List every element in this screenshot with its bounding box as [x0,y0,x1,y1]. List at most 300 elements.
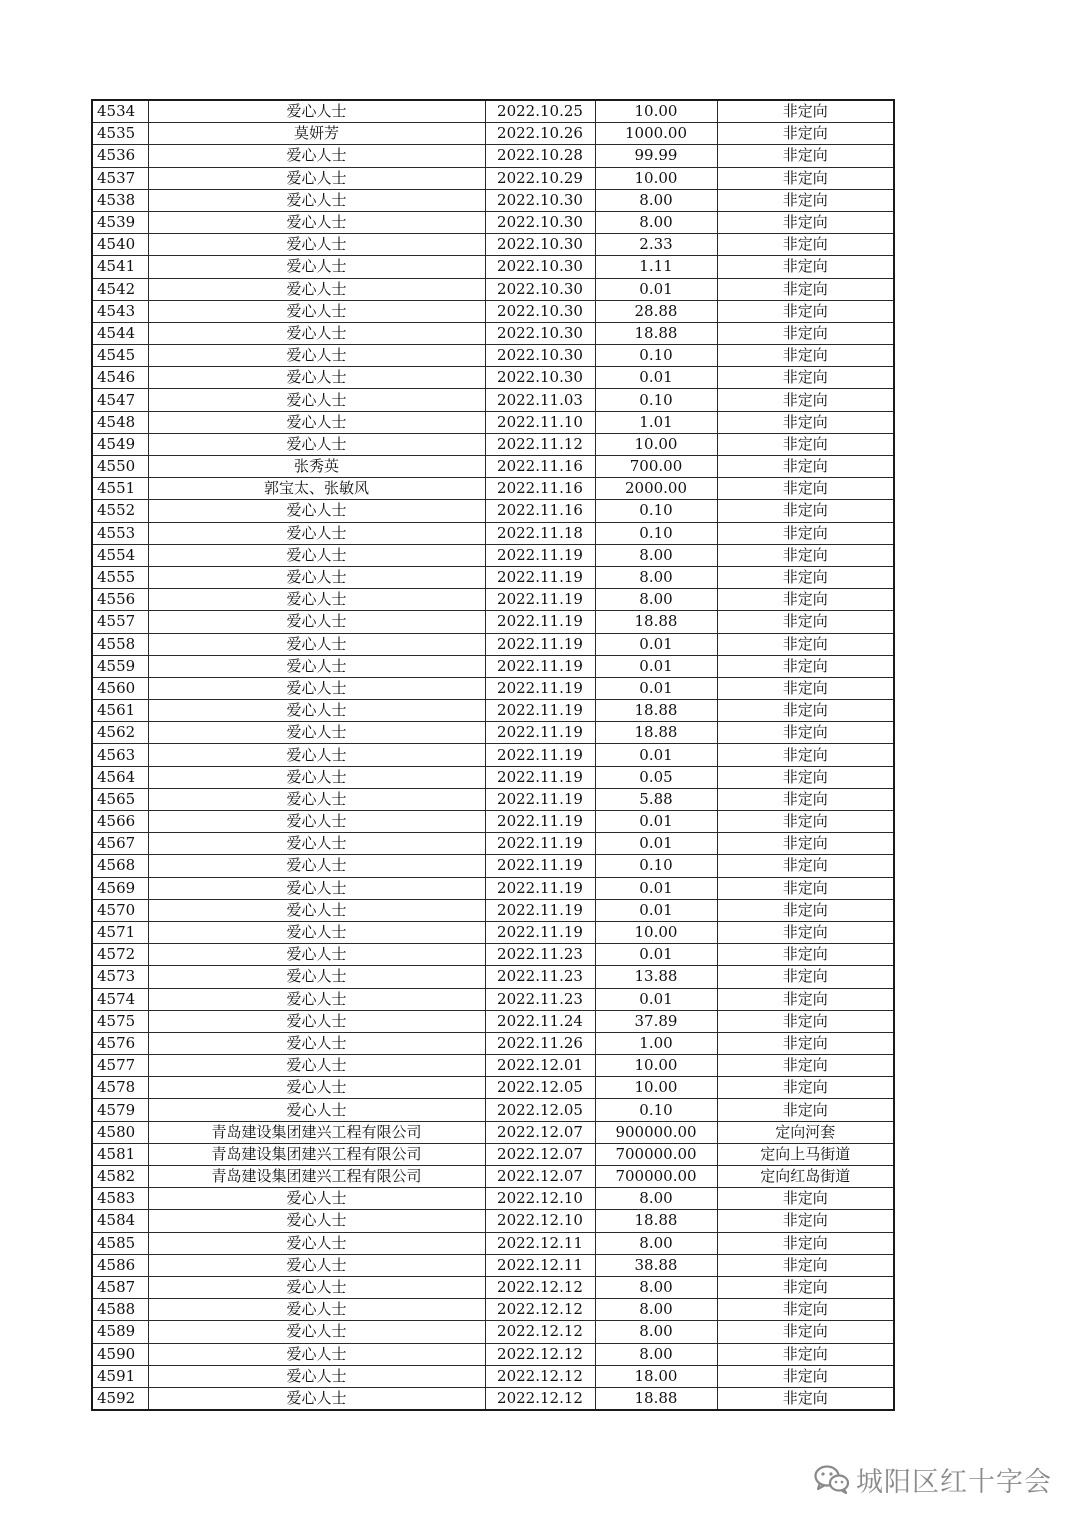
entry-number: 4549 [92,433,148,455]
donation-type: 非定向 [717,123,894,145]
table-row [92,167,894,189]
donation-amount: 18.88 [595,1210,717,1232]
donation-type: 非定向 [717,677,894,699]
table-row [92,611,894,633]
donation-type: 非定向 [717,944,894,966]
donation-type: 非定向 [717,589,894,611]
donation-amount: 18.88 [595,1387,717,1410]
donation-type: 非定向 [717,1387,894,1410]
donation-amount: 0.01 [595,899,717,921]
donation-date: 2022.11.19 [485,544,595,566]
donation-date: 2022.12.10 [485,1210,595,1232]
donation-type: 非定向 [717,389,894,411]
donor-name: 爱心人士 [148,1321,485,1343]
donor-name: 爱心人士 [148,411,485,433]
donor-name: 爱心人士 [148,811,485,833]
table-row [92,189,894,211]
table-row [92,278,894,300]
donor-name: 爱心人士 [148,677,485,699]
donation-amount: 8.00 [595,189,717,211]
donation-amount: 37.89 [595,1010,717,1032]
donor-name: 爱心人士 [148,1276,485,1298]
donation-date: 2022.12.12 [485,1276,595,1298]
donation-type: 定向上马街道 [717,1143,894,1165]
entry-number: 4578 [92,1077,148,1099]
donor-name: 爱心人士 [148,589,485,611]
entry-number: 4545 [92,345,148,367]
donation-date: 2022.12.12 [485,1321,595,1343]
entry-number: 4542 [92,278,148,300]
donation-ledger [91,99,893,1411]
donor-name: 爱心人士 [148,611,485,633]
donor-name: 爱心人士 [148,1299,485,1321]
donation-amount: 5.88 [595,788,717,810]
donor-name: 爱心人士 [148,833,485,855]
donation-date: 2022.11.19 [485,677,595,699]
entry-number: 4543 [92,300,148,322]
entry-number: 4552 [92,500,148,522]
entry-number: 4566 [92,811,148,833]
table-row [92,256,894,278]
table-row [92,345,894,367]
donation-amount: 700000.00 [595,1166,717,1188]
donation-date: 2022.10.29 [485,167,595,189]
table-row [92,700,894,722]
donation-amount: 10.00 [595,100,717,123]
donation-amount: 0.01 [595,811,717,833]
table-row [92,855,894,877]
donation-type: 非定向 [717,322,894,344]
entry-number: 4570 [92,899,148,921]
donation-date: 2022.11.23 [485,966,595,988]
donation-type: 非定向 [717,633,894,655]
donation-amount: 700000.00 [595,1143,717,1165]
donor-name: 爱心人士 [148,744,485,766]
donation-amount: 18.88 [595,722,717,744]
donor-name: 爱心人士 [148,367,485,389]
donation-amount: 18.00 [595,1365,717,1387]
donation-type: 非定向 [717,478,894,500]
donation-date: 2022.12.07 [485,1121,595,1143]
donation-amount: 1.01 [595,411,717,433]
donation-amount: 0.01 [595,367,717,389]
entry-number: 4539 [92,211,148,233]
donor-name: 爱心人士 [148,722,485,744]
table-row [92,1276,894,1298]
donation-amount: 18.88 [595,611,717,633]
entry-number: 4585 [92,1232,148,1254]
entry-number: 4547 [92,389,148,411]
table-row [92,211,894,233]
donation-amount: 99.99 [595,145,717,167]
donation-type: 非定向 [717,1010,894,1032]
entry-number: 4575 [92,1010,148,1032]
entry-number: 4534 [92,100,148,123]
table-row [92,322,894,344]
donation-amount: 10.00 [595,921,717,943]
table-row [92,766,894,788]
donation-amount: 8.00 [595,1188,717,1210]
donor-name: 爱心人士 [148,700,485,722]
table-row [92,966,894,988]
donation-date: 2022.10.30 [485,211,595,233]
table-row [92,833,894,855]
entry-number: 4583 [92,1188,148,1210]
donor-name: 爱心人士 [148,1055,485,1077]
table-row [92,811,894,833]
donor-name: 爱心人士 [148,633,485,655]
donation-amount: 0.10 [595,855,717,877]
donation-type: 非定向 [717,100,894,123]
donation-amount: 8.00 [595,544,717,566]
donation-amount: 0.10 [595,345,717,367]
table-row [92,655,894,677]
table-row [92,944,894,966]
donation-date: 2022.11.16 [485,500,595,522]
donation-amount: 8.00 [595,566,717,588]
donation-date: 2022.10.30 [485,322,595,344]
entry-number: 4554 [92,544,148,566]
entry-number: 4564 [92,766,148,788]
donation-amount: 8.00 [595,1299,717,1321]
donation-amount: 0.01 [595,278,717,300]
donation-date: 2022.11.19 [485,811,595,833]
donation-date: 2022.12.12 [485,1387,595,1410]
donation-date: 2022.12.07 [485,1166,595,1188]
donation-amount: 1.11 [595,256,717,278]
wechat-icon [814,1464,850,1494]
donation-type: 非定向 [717,877,894,899]
donor-name: 爱心人士 [148,389,485,411]
donation-type: 非定向 [717,766,894,788]
donor-name: 爱心人士 [148,1099,485,1121]
table-row [92,1232,894,1254]
donation-date: 2022.12.12 [485,1365,595,1387]
donation-amount: 0.10 [595,1099,717,1121]
donor-name: 爱心人士 [148,1188,485,1210]
donation-date: 2022.11.19 [485,899,595,921]
donation-amount: 0.01 [595,833,717,855]
entry-number: 4580 [92,1121,148,1143]
donation-date: 2022.12.01 [485,1055,595,1077]
donation-type: 非定向 [717,433,894,455]
donation-amount: 0.01 [595,944,717,966]
entry-number: 4567 [92,833,148,855]
table-row [92,1055,894,1077]
donor-name: 爱心人士 [148,300,485,322]
table-row [92,677,894,699]
entry-number: 4590 [92,1343,148,1365]
donation-amount: 0.01 [595,655,717,677]
donation-amount: 18.88 [595,700,717,722]
donation-type: 非定向 [717,544,894,566]
donation-type: 非定向 [717,1099,894,1121]
donation-date: 2022.11.26 [485,1032,595,1054]
entry-number: 4563 [92,744,148,766]
entry-number: 4579 [92,1099,148,1121]
donation-amount: 8.00 [595,589,717,611]
table-row [92,589,894,611]
donor-name: 莫妍芳 [148,123,485,145]
donation-amount: 28.88 [595,300,717,322]
entry-number: 4591 [92,1365,148,1387]
donation-type: 非定向 [717,256,894,278]
donation-date: 2022.10.30 [485,278,595,300]
entry-number: 4546 [92,367,148,389]
donor-name: 爱心人士 [148,256,485,278]
table-row [92,566,894,588]
donation-date: 2022.11.19 [485,700,595,722]
donation-type: 非定向 [717,1276,894,1298]
donation-type: 非定向 [717,611,894,633]
donation-date: 2022.11.19 [485,589,595,611]
donation-type: 非定向 [717,788,894,810]
table-row [92,788,894,810]
donation-type: 非定向 [717,1055,894,1077]
table-row [92,100,894,123]
donation-date: 2022.11.12 [485,433,595,455]
account-watermark [814,1456,1052,1502]
donor-name: 爱心人士 [148,899,485,921]
table-row [92,544,894,566]
entry-number: 4582 [92,1166,148,1188]
table-row [92,1166,894,1188]
donation-type: 非定向 [717,966,894,988]
entry-number: 4556 [92,589,148,611]
entry-number: 4569 [92,877,148,899]
table-row [92,1321,894,1343]
donation-amount: 2000.00 [595,478,717,500]
donor-name: 爱心人士 [148,566,485,588]
donation-amount: 0.10 [595,389,717,411]
donor-name: 爱心人士 [148,966,485,988]
entry-number: 4538 [92,189,148,211]
donation-date: 2022.11.19 [485,855,595,877]
entry-number: 4588 [92,1299,148,1321]
donation-type: 定向河套 [717,1121,894,1143]
donation-type: 非定向 [717,1232,894,1254]
donation-date: 2022.11.03 [485,389,595,411]
entry-number: 4548 [92,411,148,433]
donor-name: 爱心人士 [148,944,485,966]
entry-number: 4573 [92,966,148,988]
donation-date: 2022.11.19 [485,877,595,899]
entry-number: 4589 [92,1321,148,1343]
donation-date: 2022.12.05 [485,1077,595,1099]
donor-name: 爱心人士 [148,433,485,455]
donor-name: 郭宝太、张敏风 [148,478,485,500]
table-row [92,1077,894,1099]
donation-type: 非定向 [717,1254,894,1276]
donation-type: 非定向 [717,1299,894,1321]
donation-type: 非定向 [717,300,894,322]
donation-type: 非定向 [717,899,894,921]
donation-date: 2022.11.19 [485,744,595,766]
donor-name: 爱心人士 [148,1077,485,1099]
donation-type: 非定向 [717,744,894,766]
entry-number: 4574 [92,988,148,1010]
donation-date: 2022.11.19 [485,722,595,744]
donation-date: 2022.12.11 [485,1232,595,1254]
table-row [92,877,894,899]
donation-type: 非定向 [717,167,894,189]
donation-amount: 10.00 [595,433,717,455]
donation-date: 2022.11.18 [485,522,595,544]
entry-number: 4568 [92,855,148,877]
donor-name: 爱心人士 [148,1232,485,1254]
table-row [92,145,894,167]
donation-amount: 0.01 [595,877,717,899]
entry-number: 4557 [92,611,148,633]
donation-amount: 1.00 [595,1032,717,1054]
table-row [92,1010,894,1032]
donor-name: 爱心人士 [148,1254,485,1276]
table-row [92,1032,894,1054]
donation-amount: 0.01 [595,677,717,699]
donation-type: 非定向 [717,1321,894,1343]
donation-date: 2022.10.25 [485,100,595,123]
donation-date: 2022.12.12 [485,1343,595,1365]
table-row [92,1143,894,1165]
entry-number: 4553 [92,522,148,544]
entry-number: 4550 [92,456,148,478]
donation-amount: 13.88 [595,966,717,988]
donor-name: 爱心人士 [148,322,485,344]
donation-amount: 8.00 [595,1343,717,1365]
donor-name: 青岛建设集团建兴工程有限公司 [148,1121,485,1143]
donation-date: 2022.12.11 [485,1254,595,1276]
donation-type: 非定向 [717,1032,894,1054]
entry-number: 4559 [92,655,148,677]
donation-date: 2022.11.19 [485,611,595,633]
donation-type: 非定向 [717,456,894,478]
donation-date: 2022.10.30 [485,189,595,211]
table-row [92,1099,894,1121]
donation-date: 2022.11.19 [485,766,595,788]
donation-date: 2022.10.30 [485,300,595,322]
table-row [92,921,894,943]
table-row [92,411,894,433]
donation-type: 非定向 [717,522,894,544]
donor-name: 爱心人士 [148,655,485,677]
entry-number: 4571 [92,921,148,943]
donation-date: 2022.12.10 [485,1188,595,1210]
entry-number: 4536 [92,145,148,167]
table-row [92,300,894,322]
donation-type: 非定向 [717,189,894,211]
entry-number: 4560 [92,677,148,699]
donor-name: 爱心人士 [148,167,485,189]
donation-amount: 700.00 [595,456,717,478]
donation-type: 非定向 [717,700,894,722]
table-row [92,478,894,500]
donor-name: 爱心人士 [148,921,485,943]
donation-amount: 10.00 [595,1055,717,1077]
entry-number: 4587 [92,1276,148,1298]
donation-table-body [92,100,894,1410]
table-row [92,522,894,544]
donation-type: 非定向 [717,988,894,1010]
donor-name: 爱心人士 [148,766,485,788]
donation-type: 非定向 [717,345,894,367]
donation-type: 非定向 [717,811,894,833]
donor-name: 爱心人士 [148,988,485,1010]
entry-number: 4592 [92,1387,148,1410]
donor-name: 爱心人士 [148,211,485,233]
entry-number: 4558 [92,633,148,655]
donation-amount: 0.01 [595,633,717,655]
donation-date: 2022.11.19 [485,921,595,943]
donation-date: 2022.10.28 [485,145,595,167]
donation-date: 2022.11.19 [485,833,595,855]
donation-date: 2022.10.26 [485,123,595,145]
donation-amount: 0.01 [595,744,717,766]
table-row [92,123,894,145]
donation-type: 非定向 [717,145,894,167]
donation-type: 非定向 [717,1210,894,1232]
donation-amount: 8.00 [595,1232,717,1254]
entry-number: 4584 [92,1210,148,1232]
donor-name: 爱心人士 [148,100,485,123]
donor-name: 爱心人士 [148,145,485,167]
donation-amount: 1000.00 [595,123,717,145]
donation-date: 2022.11.19 [485,633,595,655]
table-row [92,433,894,455]
donation-type: 非定向 [717,278,894,300]
table-row [92,1365,894,1387]
donor-name: 爱心人士 [148,855,485,877]
donation-type: 非定向 [717,833,894,855]
table-row [92,456,894,478]
donation-amount: 0.05 [595,766,717,788]
entry-number: 4581 [92,1143,148,1165]
table-row [92,744,894,766]
donation-amount: 8.00 [595,1276,717,1298]
entry-number: 4565 [92,788,148,810]
table-row [92,1254,894,1276]
donation-amount: 10.00 [595,167,717,189]
entry-number: 4551 [92,478,148,500]
donation-amount: 900000.00 [595,1121,717,1143]
donation-type: 非定向 [717,1188,894,1210]
table-row [92,988,894,1010]
entry-number: 4576 [92,1032,148,1054]
donation-amount: 2.33 [595,234,717,256]
donation-amount: 0.10 [595,522,717,544]
donor-name: 青岛建设集团建兴工程有限公司 [148,1166,485,1188]
donation-amount: 0.01 [595,988,717,1010]
donation-type: 非定向 [717,367,894,389]
donation-date: 2022.11.23 [485,944,595,966]
donor-name: 爱心人士 [148,500,485,522]
donation-date: 2022.11.16 [485,478,595,500]
entry-number: 4544 [92,322,148,344]
table-row [92,389,894,411]
entry-number: 4562 [92,722,148,744]
donor-name: 爱心人士 [148,522,485,544]
donation-type: 非定向 [717,722,894,744]
donor-name: 爱心人士 [148,345,485,367]
table-row [92,633,894,655]
donor-name: 爱心人士 [148,278,485,300]
donation-amount: 0.10 [595,500,717,522]
donation-amount: 8.00 [595,211,717,233]
donation-type: 定向红岛街道 [717,1166,894,1188]
donation-type: 非定向 [717,921,894,943]
donation-type: 非定向 [717,566,894,588]
donation-type: 非定向 [717,411,894,433]
donation-date: 2022.12.12 [485,1299,595,1321]
